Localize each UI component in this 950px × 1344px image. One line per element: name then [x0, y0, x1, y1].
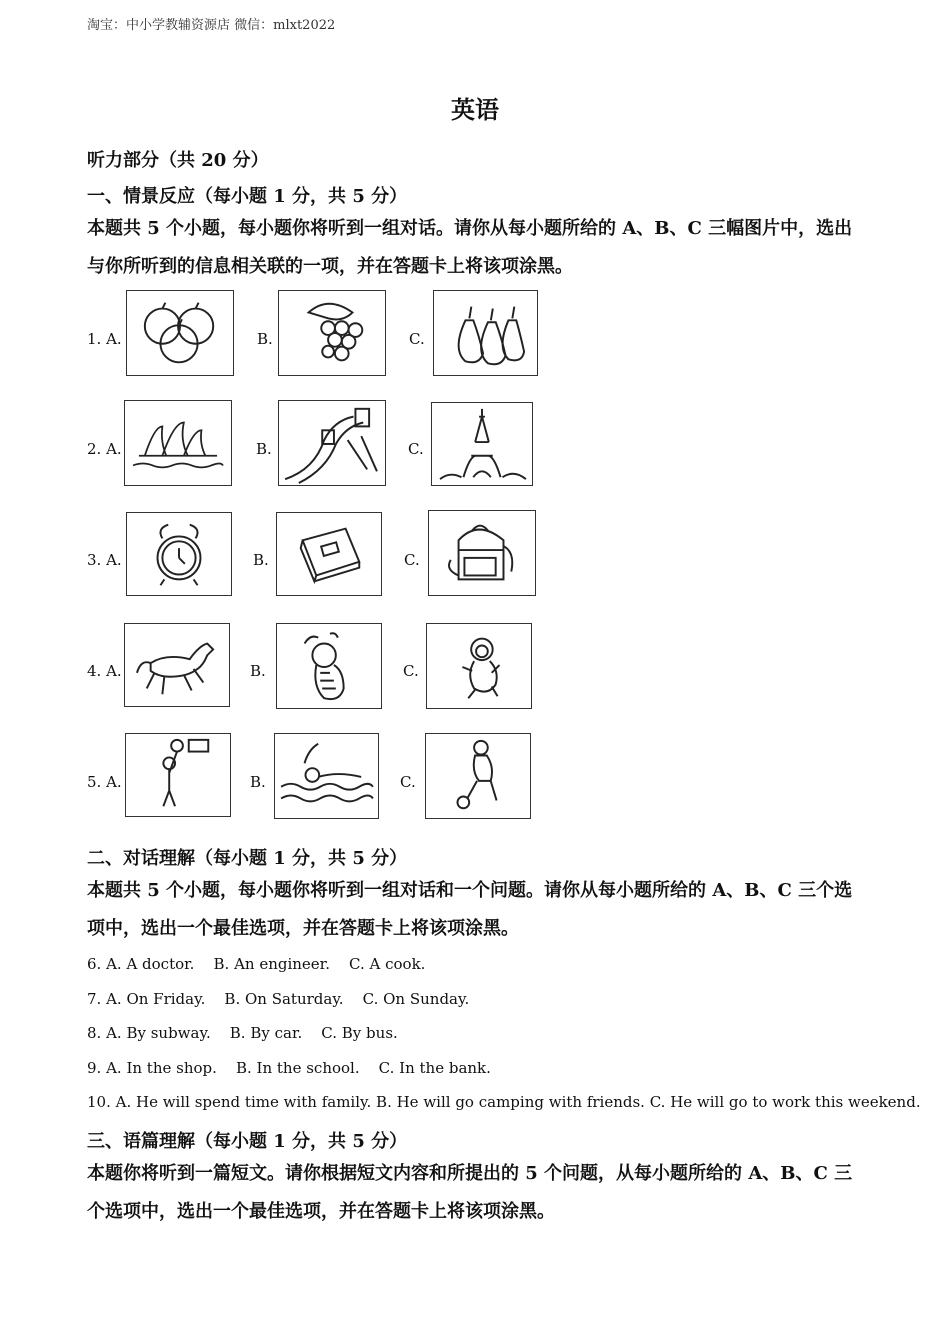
basketball-player-picture[interactable]	[125, 733, 231, 817]
tiger-picture[interactable]	[276, 623, 382, 709]
eiffel-tower-picture[interactable]	[431, 402, 533, 486]
backpack-picture[interactable]	[428, 510, 536, 596]
q4-label-c: C.	[403, 662, 419, 680]
question-7: 7. A. On Friday. B. On Saturday. C. On Sunday.	[87, 990, 470, 1008]
grapes-picture[interactable]	[278, 290, 386, 376]
q4-label-b: B.	[250, 662, 266, 680]
question-9: 9. A. In the shop. B. In the school. C. In the bank.	[87, 1059, 491, 1077]
page-title: 英语	[451, 95, 499, 124]
section1-heading: 一、情景反应（每小题 1 分，共 5 分）	[87, 186, 408, 207]
book-picture[interactable]	[276, 512, 382, 596]
q2-label-c: C.	[408, 440, 424, 458]
great-wall-picture[interactable]	[278, 400, 386, 486]
q3-label-c: C.	[404, 551, 420, 569]
alarm-clock-picture[interactable]	[126, 512, 232, 596]
question-8: 8. A. By subway. B. By car. C. By bus.	[87, 1024, 398, 1042]
q1-label-c: C.	[409, 330, 425, 348]
listening-heading: 听力部分（共 20 分）	[87, 150, 269, 171]
q4-label-a: 4. A.	[87, 662, 122, 680]
q1-label-b: B.	[257, 330, 273, 348]
question-10: 10. A. He will spend time with family. B. He will go camping with friends. C. He will go to work this weekend.	[87, 1093, 921, 1111]
q2-label-a: 2. A.	[87, 440, 122, 458]
pears-picture[interactable]	[433, 290, 538, 376]
section3-heading: 三、语篇理解（每小题 1 分，共 5 分）	[87, 1131, 408, 1152]
q3-label-a: 3. A.	[87, 551, 122, 569]
sydney-opera-house-picture[interactable]	[124, 400, 232, 486]
section1-instructions: 本题共 5 个小题，每小题你将听到一组对话。请你从每小题所给的 A、B、C 三幅图片中，选出与你所听到的信息相关联的一项，并在答题卡上将该项涂黑。	[87, 218, 853, 277]
q1-label-a: 1. A.	[87, 330, 122, 348]
soccer-player-picture[interactable]	[425, 733, 531, 819]
section2-instructions: 本题共 5 个小题，每小题你将听到一组对话和一个问题。请你从每小题所给的 A、B、C 三个选项中，选出一个最佳选项，并在答题卡上将该项涂黑。	[87, 880, 853, 939]
swimmer-picture[interactable]	[274, 733, 379, 819]
monkey-picture[interactable]	[426, 623, 532, 709]
section3-instructions: 本题你将听到一篇短文。请你根据短文内容和所提出的 5 个问题，从每小题所给的 A、B、C 三个选项中，选出一个最佳选项，并在答题卡上将该项涂黑。	[87, 1163, 853, 1222]
q5-label-a: 5. A.	[87, 773, 122, 791]
section2-heading: 二、对话理解（每小题 1 分，共 5 分）	[87, 848, 408, 869]
q5-label-c: C.	[400, 773, 416, 791]
page-header: 淘宝：中小学教辅资源店 微信：mlxt2022	[87, 18, 336, 33]
q3-label-b: B.	[253, 551, 269, 569]
q5-label-b: B.	[250, 773, 266, 791]
q2-label-b: B.	[256, 440, 272, 458]
question-6: 6. A. A doctor. B. An engineer. C. A cook.	[87, 955, 426, 973]
horse-picture[interactable]	[124, 623, 230, 707]
apples-picture[interactable]	[126, 290, 234, 376]
